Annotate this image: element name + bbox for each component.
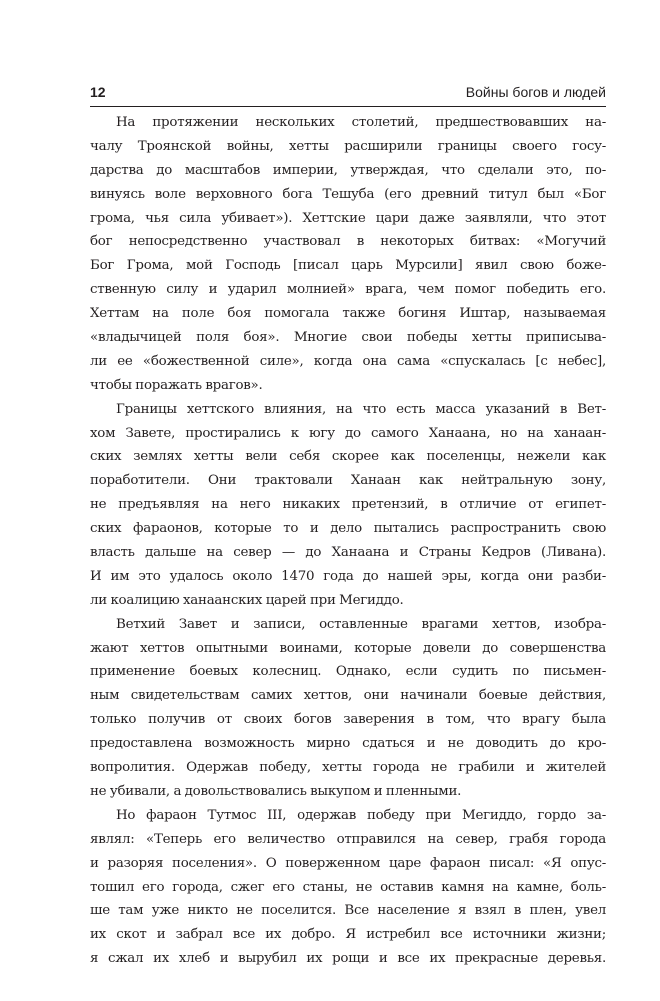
text-line: являл: «Теперь его величество отправился на север, грабя города	[90, 831, 606, 847]
text-line: Хеттам на поле боя помогала также богиня Иштар, называемая	[90, 306, 606, 322]
text-line: ских фараонов, которые то и дело пытались распространить свою	[90, 521, 606, 537]
text-line: власть дальше на север — до Ханаана и Страны Кедров (Ливана).	[90, 545, 606, 561]
text-line: чалу Троянской войны, хетты расширили границы своего госу-	[90, 138, 606, 154]
text-line: я сжал их хлеб и вырубил их рощи и все их прекрасные деревья.	[90, 951, 606, 967]
text-line: ным свидетельствам самих хеттов, они начинали боевые действия,	[90, 688, 606, 704]
paragraph	[90, 111, 606, 398]
text-line: и разоряя поселения». О поверженном царе фараон писал: «Я опус-	[90, 855, 606, 871]
text-line: ше там уже никто не поселится. Все население я взял в плен, увел	[90, 903, 606, 919]
text-line: их скот и забрал все их добро. Я истребил все источники жизни;	[90, 927, 606, 943]
text-line: вопролития. Одержав победу, хетты города не грабили и жителей	[90, 760, 606, 776]
text-line: винуясь воле верховного бога Тешуба (его древний титул был «Бог	[90, 186, 606, 202]
text-line: ственную силу и ударил молнией» врага, чем помог победить его.	[90, 282, 606, 298]
text-line: грома, чья сила убивает»). Хеттские цари даже заявляли, что этот	[90, 210, 606, 226]
text-line: не предъявляя на него никаких претензий, в отличие от египет-	[90, 497, 606, 513]
text-line: только получив от своих богов заверения в том, что врагу была	[90, 712, 606, 728]
body-text	[90, 111, 606, 971]
text-line: хом Завете, простирались к югу до самого Ханаана, но на ханаан-	[90, 425, 606, 441]
text-line: поработители. Они трактовали Ханаан как нейтральную зону,	[90, 473, 606, 489]
text-line: «владычицей поля боя». Многие свои победы хетты приписыва-	[90, 330, 606, 346]
text-line: дарства до масштабов империи, утверждая, что сделали это, по-	[90, 162, 606, 178]
text-line: Ветхий Завет и записи, оставленные врагами хеттов, изобра-	[116, 616, 606, 632]
text-line: И им это удалось около 1470 года до нашей эры, когда они разби-	[90, 568, 606, 584]
running-title: Войны богов и людей	[465, 84, 606, 100]
paragraph	[90, 398, 606, 613]
text-line: Бог Грома, мой Господь [писал царь Мурсили] явил свою боже-	[90, 258, 606, 274]
text-line: ли коалицию ханаанских царей при Мегиддо.	[90, 592, 404, 608]
text-line: не убивали, а довольствовались выкупом и пленными.	[90, 783, 462, 799]
text-line: ли ее «божественной силе», когда она сама «спускалась [с небес],	[90, 353, 606, 369]
text-line: применение боевых колесниц. Однако, если судить по письмен-	[90, 664, 606, 680]
text-line: ских землях хетты вели себя скорее как поселенцы, нежели как	[90, 449, 606, 465]
text-line: предоставлена возможность мирно сдаться и не доводить до кро-	[90, 736, 606, 752]
text-line: чтобы поражать врагов».	[90, 377, 263, 393]
text-line: бог непосредственно участвовал в некоторых битвах: «Могучий	[90, 234, 606, 250]
text-line: тошил его города, сжег его станы, не оставив камня на камне, боль-	[90, 879, 606, 895]
running-head	[90, 84, 606, 107]
text-line: На протяжении нескольких столетий, предшествовавших на-	[116, 115, 606, 130]
paragraph	[90, 804, 606, 971]
text-line: Границы хеттского влияния, на что есть масса указаний в Вет-	[116, 401, 606, 417]
text-line: жают хеттов опытными воинами, которые довели до совершенства	[90, 640, 606, 656]
page-number: 12	[90, 84, 106, 100]
text-line: Но фараон Тутмос III, одержав победу при Мегиддо, гордо за-	[116, 807, 606, 823]
paragraph	[90, 613, 606, 804]
